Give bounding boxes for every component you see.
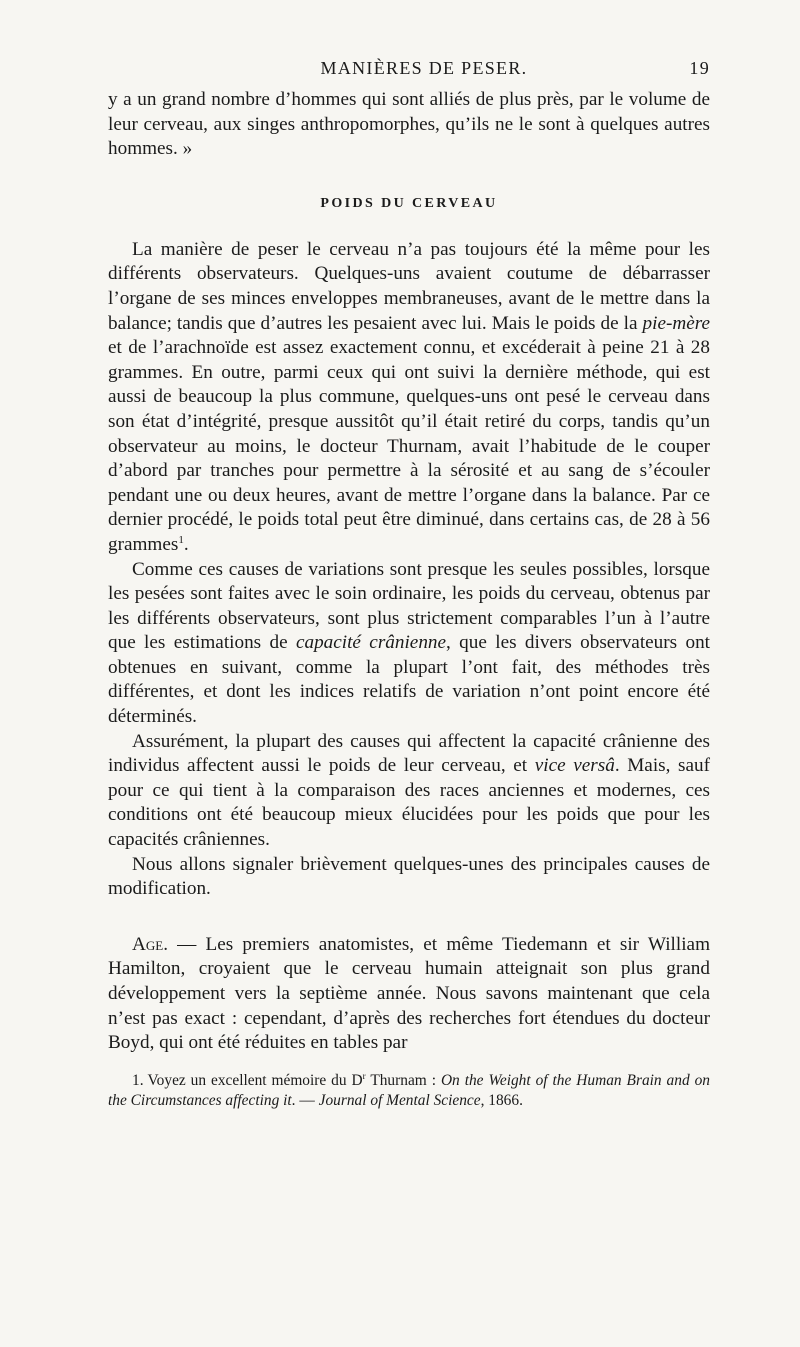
paragraph-text: Assurément, la plupart des causes qui affectent la capacité crânienne des individus affectent aussi le poids de leur cerveau, et — [108, 730, 710, 777]
footnote-text: . — — [291, 1091, 319, 1109]
footnote-reference[interactable]: 1 — [178, 533, 184, 546]
paragraph-text: Nous allons signaler brièvement quelques-unes des principales causes de modification. — [108, 853, 710, 900]
footnote-superscript: r — [362, 1070, 366, 1081]
paragraph-text: . — Les premiers anatomistes, et même Tiedemann et sir William Hamilton, croyaient que le cerveau humain atteignait son plus grand développement vers la septième année. Nous savons maintenant que cela n’est pas exact : cependant, d’après des recherches fort étendues du docteur Boyd, qui ont été réduites en tables par — [108, 933, 710, 1054]
paragraph-text: Comme ces causes de variations sont presque les seules possibles, lorsque les pesées sont faites avec le soin ordinaire, les poids du cerveau, obtenus par les différents observateurs, sont plus strictement comparables l’un à l’autre que les estimations de — [108, 558, 710, 654]
footnote-text: , 1866. — [480, 1091, 523, 1109]
section-heading: POIDS DU CERVEAU — [320, 195, 498, 211]
book-page — [108, 58, 710, 1111]
paragraph-modification-causes — [108, 853, 710, 902]
italic-term: capacité crânienne — [295, 632, 447, 654]
page-number: 19 — [689, 58, 710, 78]
paragraph-text: . — [183, 533, 189, 555]
running-header — [108, 58, 710, 88]
opening-paragraph — [108, 88, 710, 162]
footnote-journal: Journal of Mental Science — [318, 1091, 481, 1109]
running-title: MANIÈRES DE PESER. — [320, 58, 528, 78]
footnote-cited-title: On the Weight of the Human Brain and on the Circumstances affecting it — [108, 1071, 710, 1109]
paragraph-text: et de l’arachnoïde est assez exactement connu, et excéderait à peine 21 à 28 grammes. En outre, parmi ceux qui ont suivi la dernière méthode, qui est aussi de beaucoup la plus commune, quelques-uns ont pesé le cerveau dans son état d’intégrité, presque aussitôt qu’il était retiré du corps, tandis qu’un observateur au moins, le docteur Thurnam, avait l’habitude de le couper d’abord par tranches pour permettre à la sérosité et au sang de s’écouler pendant une ou deux heures, avant de mettre l’organe dans la balance. Par ce dernier procédé, le poids total peut être diminué, dans certains cas, de 28 à 56 grammes — [108, 337, 710, 555]
paragraph-text: La manière de peser le cerveau n’a pas toujours été la même pour les différents observateurs. Quelques-uns avaient coutume de débarrasser l’organe de ses minces enveloppes membraneuses, avant de le mettre dans la balance; tandis que d’autres les pesaient avec lui. Mais le poids de la — [108, 238, 710, 334]
footnote-number: 1. — [132, 1071, 144, 1089]
italic-term: vice versâ — [534, 755, 615, 777]
subsection-lead: Age — [132, 933, 164, 955]
paragraph-text: . Mais, sauf pour ce qui tient à la comparaison des races anciennes et modernes, ces conditions ont été beaucoup mieux élucidées pour les poids que pour les capacités crâniennes. — [108, 755, 710, 851]
opening-paragraph-text: y a un grand nombre d’hommes qui sont alliés de plus près, par le volume de leur cerveau, aux singes anthropomorphes, qu’ils ne le sont à quelques autres hommes. » — [108, 89, 710, 160]
footnote-text: Thurnam : — [365, 1071, 441, 1089]
italic-term: pie-mère — [642, 312, 710, 334]
paragraph-cranial-capacity — [108, 730, 710, 853]
paragraph-text: , que les divers observateurs ont obtenues en suivant, comme la plupart l’ont fait, des méthodes très différentes, et dont les indices relatifs de variation n’ont point encore été déterminés. — [108, 632, 710, 728]
footnote — [108, 1071, 710, 1111]
footnote-text: Voyez un excellent mémoire du D — [147, 1071, 363, 1089]
paragraph-weighing-method — [108, 238, 710, 558]
paragraph-age — [108, 933, 710, 1056]
paragraph-variation-causes — [108, 558, 710, 730]
